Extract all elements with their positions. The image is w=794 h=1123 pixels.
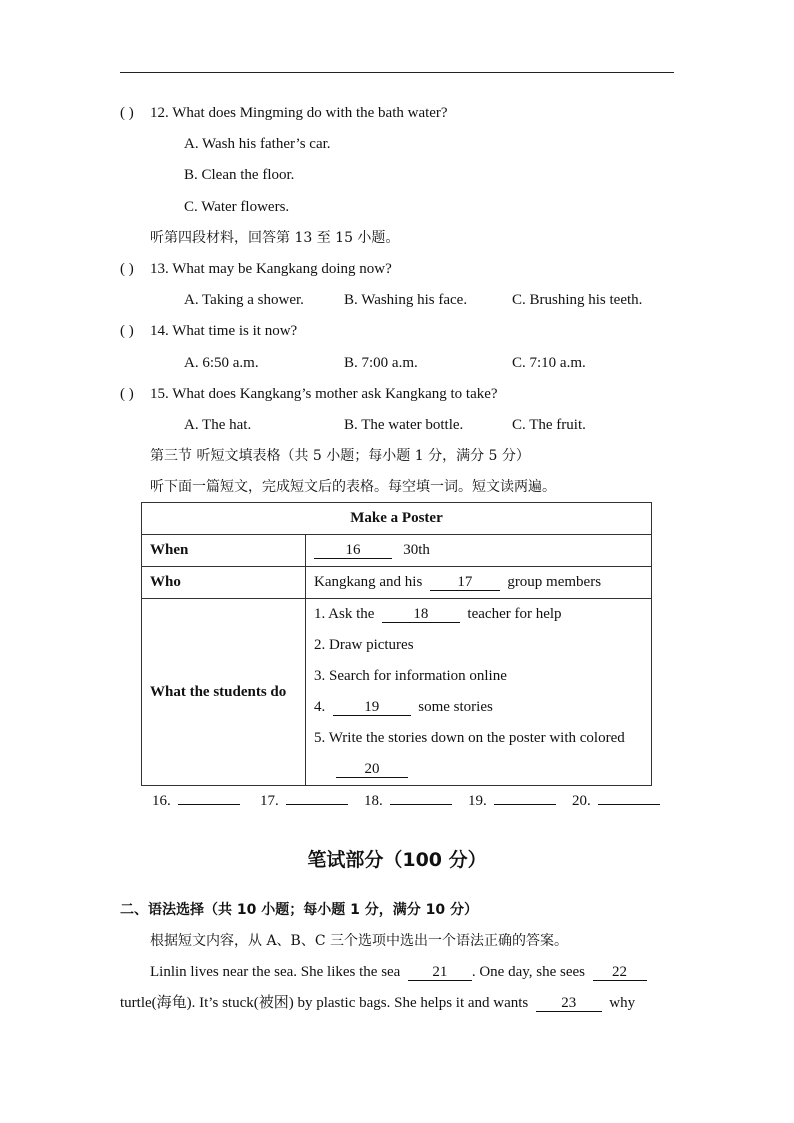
answer-19 bbox=[468, 793, 556, 810]
who-prefix: Kangkang and his bbox=[314, 574, 423, 590]
answer-label-18: 18. bbox=[364, 793, 383, 809]
blank-19[interactable]: 19 bbox=[333, 699, 411, 716]
blank-22[interactable]: 22 bbox=[593, 964, 647, 981]
grammar-instruction: 根据短文内容，从 A、B、C 三个选项中选出一个语法正确的答案。 bbox=[150, 933, 569, 949]
answer-field-16[interactable] bbox=[178, 804, 240, 805]
poster-table bbox=[141, 502, 652, 786]
answer-18 bbox=[364, 793, 452, 810]
step-5: 5. Write the stories down on the poster with colored bbox=[314, 730, 625, 746]
question-14: 14. What time is it now? bbox=[150, 323, 298, 339]
what-label: What the students do bbox=[142, 599, 306, 786]
blank-23[interactable]: 23 bbox=[536, 995, 602, 1012]
when-label: When bbox=[142, 535, 306, 567]
q13-option-b: B. Washing his face. bbox=[344, 292, 468, 308]
who-suffix: group members bbox=[507, 574, 602, 590]
answer-bracket-14[interactable]: ( ) bbox=[120, 323, 134, 339]
answer-bracket-15[interactable]: ( ) bbox=[120, 386, 134, 402]
passage-text-1b: . One day, she sees bbox=[471, 964, 586, 980]
q13-option-c: C. Brushing his teeth. bbox=[512, 292, 643, 308]
when-cell bbox=[306, 535, 652, 567]
passage-line-1 bbox=[150, 963, 647, 981]
step1-prefix: 1. Ask the bbox=[314, 606, 375, 622]
blank-20[interactable]: 20 bbox=[336, 761, 408, 778]
passage-text-1a: Linlin lives near the sea. She likes the sea bbox=[150, 964, 401, 980]
answer-bracket-12[interactable]: ( ) bbox=[120, 105, 134, 121]
q12-option-a: A. Wash his father’s car. bbox=[184, 136, 331, 152]
blank-21[interactable]: 21 bbox=[408, 964, 472, 981]
passage-text-2b: why bbox=[609, 995, 636, 1011]
table-header: Make a Poster bbox=[142, 503, 652, 535]
q15-option-a: A. The hat. bbox=[184, 417, 252, 433]
passage-line-2 bbox=[120, 994, 635, 1012]
answer-label-17: 17. bbox=[260, 793, 279, 809]
instruction-part4: 听第四段材料，回答第 13 至 15 小题。 bbox=[150, 230, 400, 246]
step4-prefix: 4. bbox=[314, 699, 326, 715]
header-rule bbox=[120, 72, 674, 73]
q14-option-a: A. 6:50 a.m. bbox=[184, 355, 259, 371]
grammar-title: 二、语法选择（共 10 小题；每小题 1 分，满分 10 分） bbox=[120, 902, 478, 918]
question-15: 15. What does Kangkang’s mother ask Kangkang to take? bbox=[150, 386, 498, 402]
answer-label-19: 19. bbox=[468, 793, 487, 809]
who-cell bbox=[306, 567, 652, 599]
when-suffix: 30th bbox=[403, 542, 430, 558]
q15-option-b: B. The water bottle. bbox=[344, 417, 464, 433]
written-section-title: 笔试部分（100 分） bbox=[307, 849, 487, 871]
answer-field-20[interactable] bbox=[598, 804, 660, 805]
section3-title: 第三节 听短文填表格（共 5 小题；每小题 1 分，满分 5 分） bbox=[150, 448, 530, 464]
blank-17[interactable]: 17 bbox=[430, 574, 500, 591]
answer-field-18[interactable] bbox=[390, 804, 452, 805]
answer-20 bbox=[572, 793, 660, 810]
step-1 bbox=[314, 599, 643, 630]
step1-suffix: teacher for help bbox=[467, 606, 562, 622]
passage-text-2a: turtle(海龟). It’s stuck(被困) by plastic bags. She helps it and wants bbox=[120, 995, 529, 1011]
q15-option-c: C. The fruit. bbox=[512, 417, 586, 433]
step-5-cont bbox=[314, 754, 643, 785]
blank-18[interactable]: 18 bbox=[382, 606, 460, 623]
q13-option-a: A. Taking a shower. bbox=[184, 292, 304, 308]
answer-field-17[interactable] bbox=[286, 804, 348, 805]
answer-label-20: 20. bbox=[572, 793, 591, 809]
section3-instruction: 听下面一篇短文，完成短文后的表格。每空填一词。短文读两遍。 bbox=[150, 479, 556, 495]
step-4 bbox=[314, 692, 643, 723]
answer-label-16: 16. bbox=[152, 793, 171, 809]
step-3: 3. Search for information online bbox=[314, 668, 507, 684]
answer-17 bbox=[260, 793, 348, 810]
question-12: 12. What does Mingming do with the bath water? bbox=[150, 105, 448, 121]
q14-option-b: B. 7:00 a.m. bbox=[344, 355, 418, 371]
q12-option-c: C. Water flowers. bbox=[184, 199, 290, 215]
step-2: 2. Draw pictures bbox=[314, 637, 414, 653]
what-cell bbox=[306, 599, 652, 786]
answer-bracket-13[interactable]: ( ) bbox=[120, 261, 134, 277]
answer-field-19[interactable] bbox=[494, 804, 556, 805]
who-label: Who bbox=[142, 567, 306, 599]
q14-option-c: C. 7:10 a.m. bbox=[512, 355, 586, 371]
blank-16[interactable]: 16 bbox=[314, 542, 392, 559]
question-13: 13. What may be Kangkang doing now? bbox=[150, 261, 392, 277]
q12-option-b: B. Clean the floor. bbox=[184, 167, 295, 183]
step4-suffix: some stories bbox=[418, 699, 493, 715]
answer-16 bbox=[152, 793, 240, 810]
